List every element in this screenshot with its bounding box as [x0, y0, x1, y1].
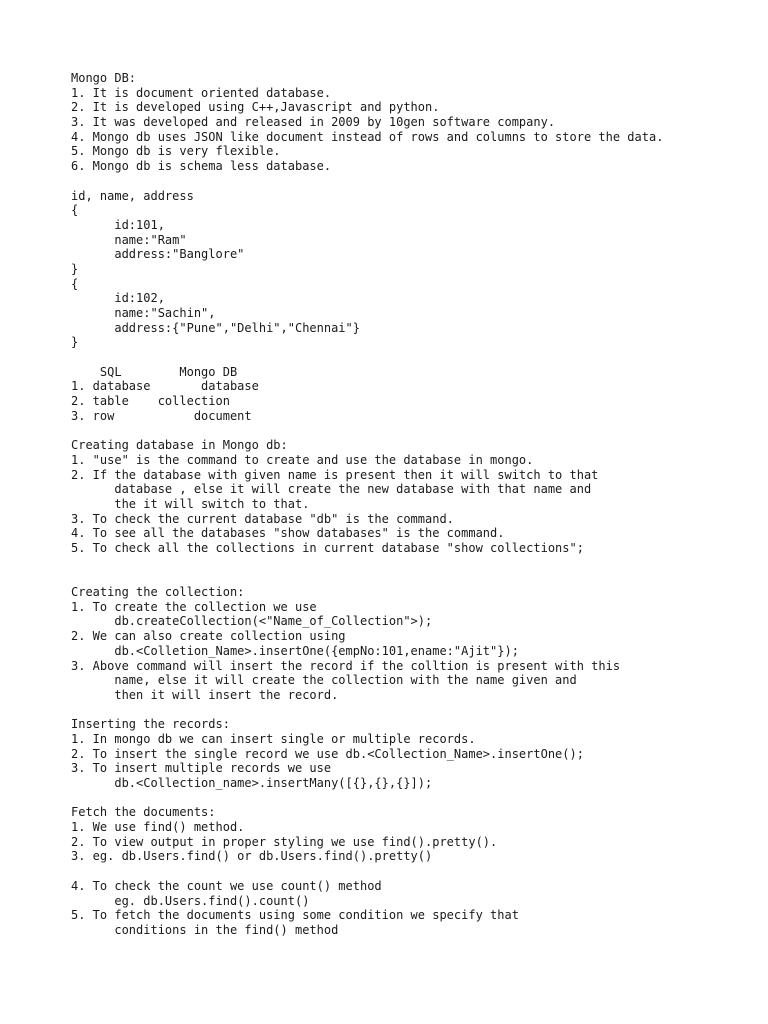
- text-line: address:"Banglore": [71, 247, 245, 262]
- text-line: 5. To fetch the documents using some condition we specify that: [71, 908, 519, 923]
- text-line: 1. To create the collection we use: [71, 599, 317, 614]
- text-line: id:101,: [71, 217, 165, 232]
- text-line: db.<Colletion_Name>.insertOne({empNo:101,ename:"Ajit"});: [71, 643, 519, 658]
- blank-line: [71, 424, 761, 439]
- text-line: 5. Mongo db is very flexible.: [71, 144, 281, 159]
- document-body: [71, 71, 761, 938]
- text-line: 2. If the database with given name is present then it will switch to that: [71, 467, 599, 482]
- text-line: 1. database database: [71, 379, 259, 394]
- text-line: 4. To see all the databases "show databases" is the command.: [71, 526, 505, 541]
- text-line: SQL Mongo DB: [71, 364, 238, 379]
- text-line: 1. "use" is the command to create and use the database in mongo.: [71, 452, 534, 467]
- blank-line: [71, 703, 761, 718]
- text-line: 3. To check the current database "db" is the command.: [71, 511, 454, 526]
- text-line: db.createCollection(<"Name_of_Collection">);: [71, 614, 433, 629]
- blank-line: [71, 174, 761, 189]
- text-line: 3. Above command will insert the record if the colltion is present with this: [71, 658, 621, 673]
- text-line: 1. In mongo db we can insert single or multiple records.: [71, 731, 476, 746]
- text-line: }: [71, 335, 79, 350]
- text-line: Fetch the documents:: [71, 805, 216, 820]
- blank-line: [71, 864, 761, 879]
- text-line: 1. We use find() method.: [71, 820, 245, 835]
- text-line: 2. We can also create collection using: [71, 629, 346, 644]
- text-line: 2. It is developed using C++,Javascript and python.: [71, 100, 440, 115]
- text-line: name, else it will create the collection with the name given and: [71, 673, 577, 688]
- text-line: db.<Collection_name>.insertMany([{},{},{}]);: [71, 776, 433, 790]
- text-line: the it will switch to that.: [71, 496, 310, 511]
- blank-line: [71, 556, 761, 571]
- text-line: eg. db.Users.find().count(): [71, 893, 310, 908]
- text-line: id:102,: [71, 291, 165, 306]
- text-line: 2. table collection: [71, 394, 230, 409]
- text-line: conditions in the find() method: [71, 922, 339, 937]
- text-line: address:{"Pune","Delhi","Chennai"}: [71, 320, 360, 335]
- text-line: 3. eg. db.Users.find() or db.Users.find().pretty(): [71, 849, 433, 864]
- text-line: 3. To insert multiple records we use: [71, 761, 332, 776]
- text-line: then it will insert the record.: [71, 687, 339, 702]
- text-line: {: [71, 276, 79, 291]
- text-line: 5. To check all the collections in current database "show collections";: [71, 541, 584, 555]
- text-line: 3. It was developed and released in 2009 by 10gen software company.: [71, 115, 556, 130]
- text-line: name:"Sachin",: [71, 306, 216, 320]
- text-line: 3. row document: [71, 408, 252, 423]
- text-line: Creating database in Mongo db:: [71, 438, 288, 453]
- blank-line: [71, 350, 761, 365]
- blank-line: [71, 791, 761, 806]
- text-line: }: [71, 261, 79, 276]
- text-line: 2. To insert the single record we use db.<Collection_Name>.insertOne();: [71, 746, 584, 761]
- text-line: Inserting the records:: [71, 717, 230, 732]
- text-line: Creating the collection:: [71, 585, 245, 600]
- text-line: Mongo DB:: [71, 71, 137, 85]
- text-line: name:"Ram": [71, 232, 187, 247]
- text-line: 1. It is document oriented database.: [71, 85, 332, 100]
- text-line: {: [71, 203, 79, 218]
- text-line: database , else it will create the new database with that name and: [71, 482, 592, 497]
- text-line: 6. Mongo db is schema less database.: [71, 159, 332, 174]
- text-line: 4. Mongo db uses JSON like document instead of rows and columns to store the data.: [71, 129, 664, 144]
- text-line: id, name, address: [71, 188, 194, 203]
- blank-line: [71, 570, 761, 585]
- text-line: 2. To view output in proper styling we use find().pretty().: [71, 834, 498, 849]
- text-line: 4. To check the count we use count() method: [71, 878, 382, 893]
